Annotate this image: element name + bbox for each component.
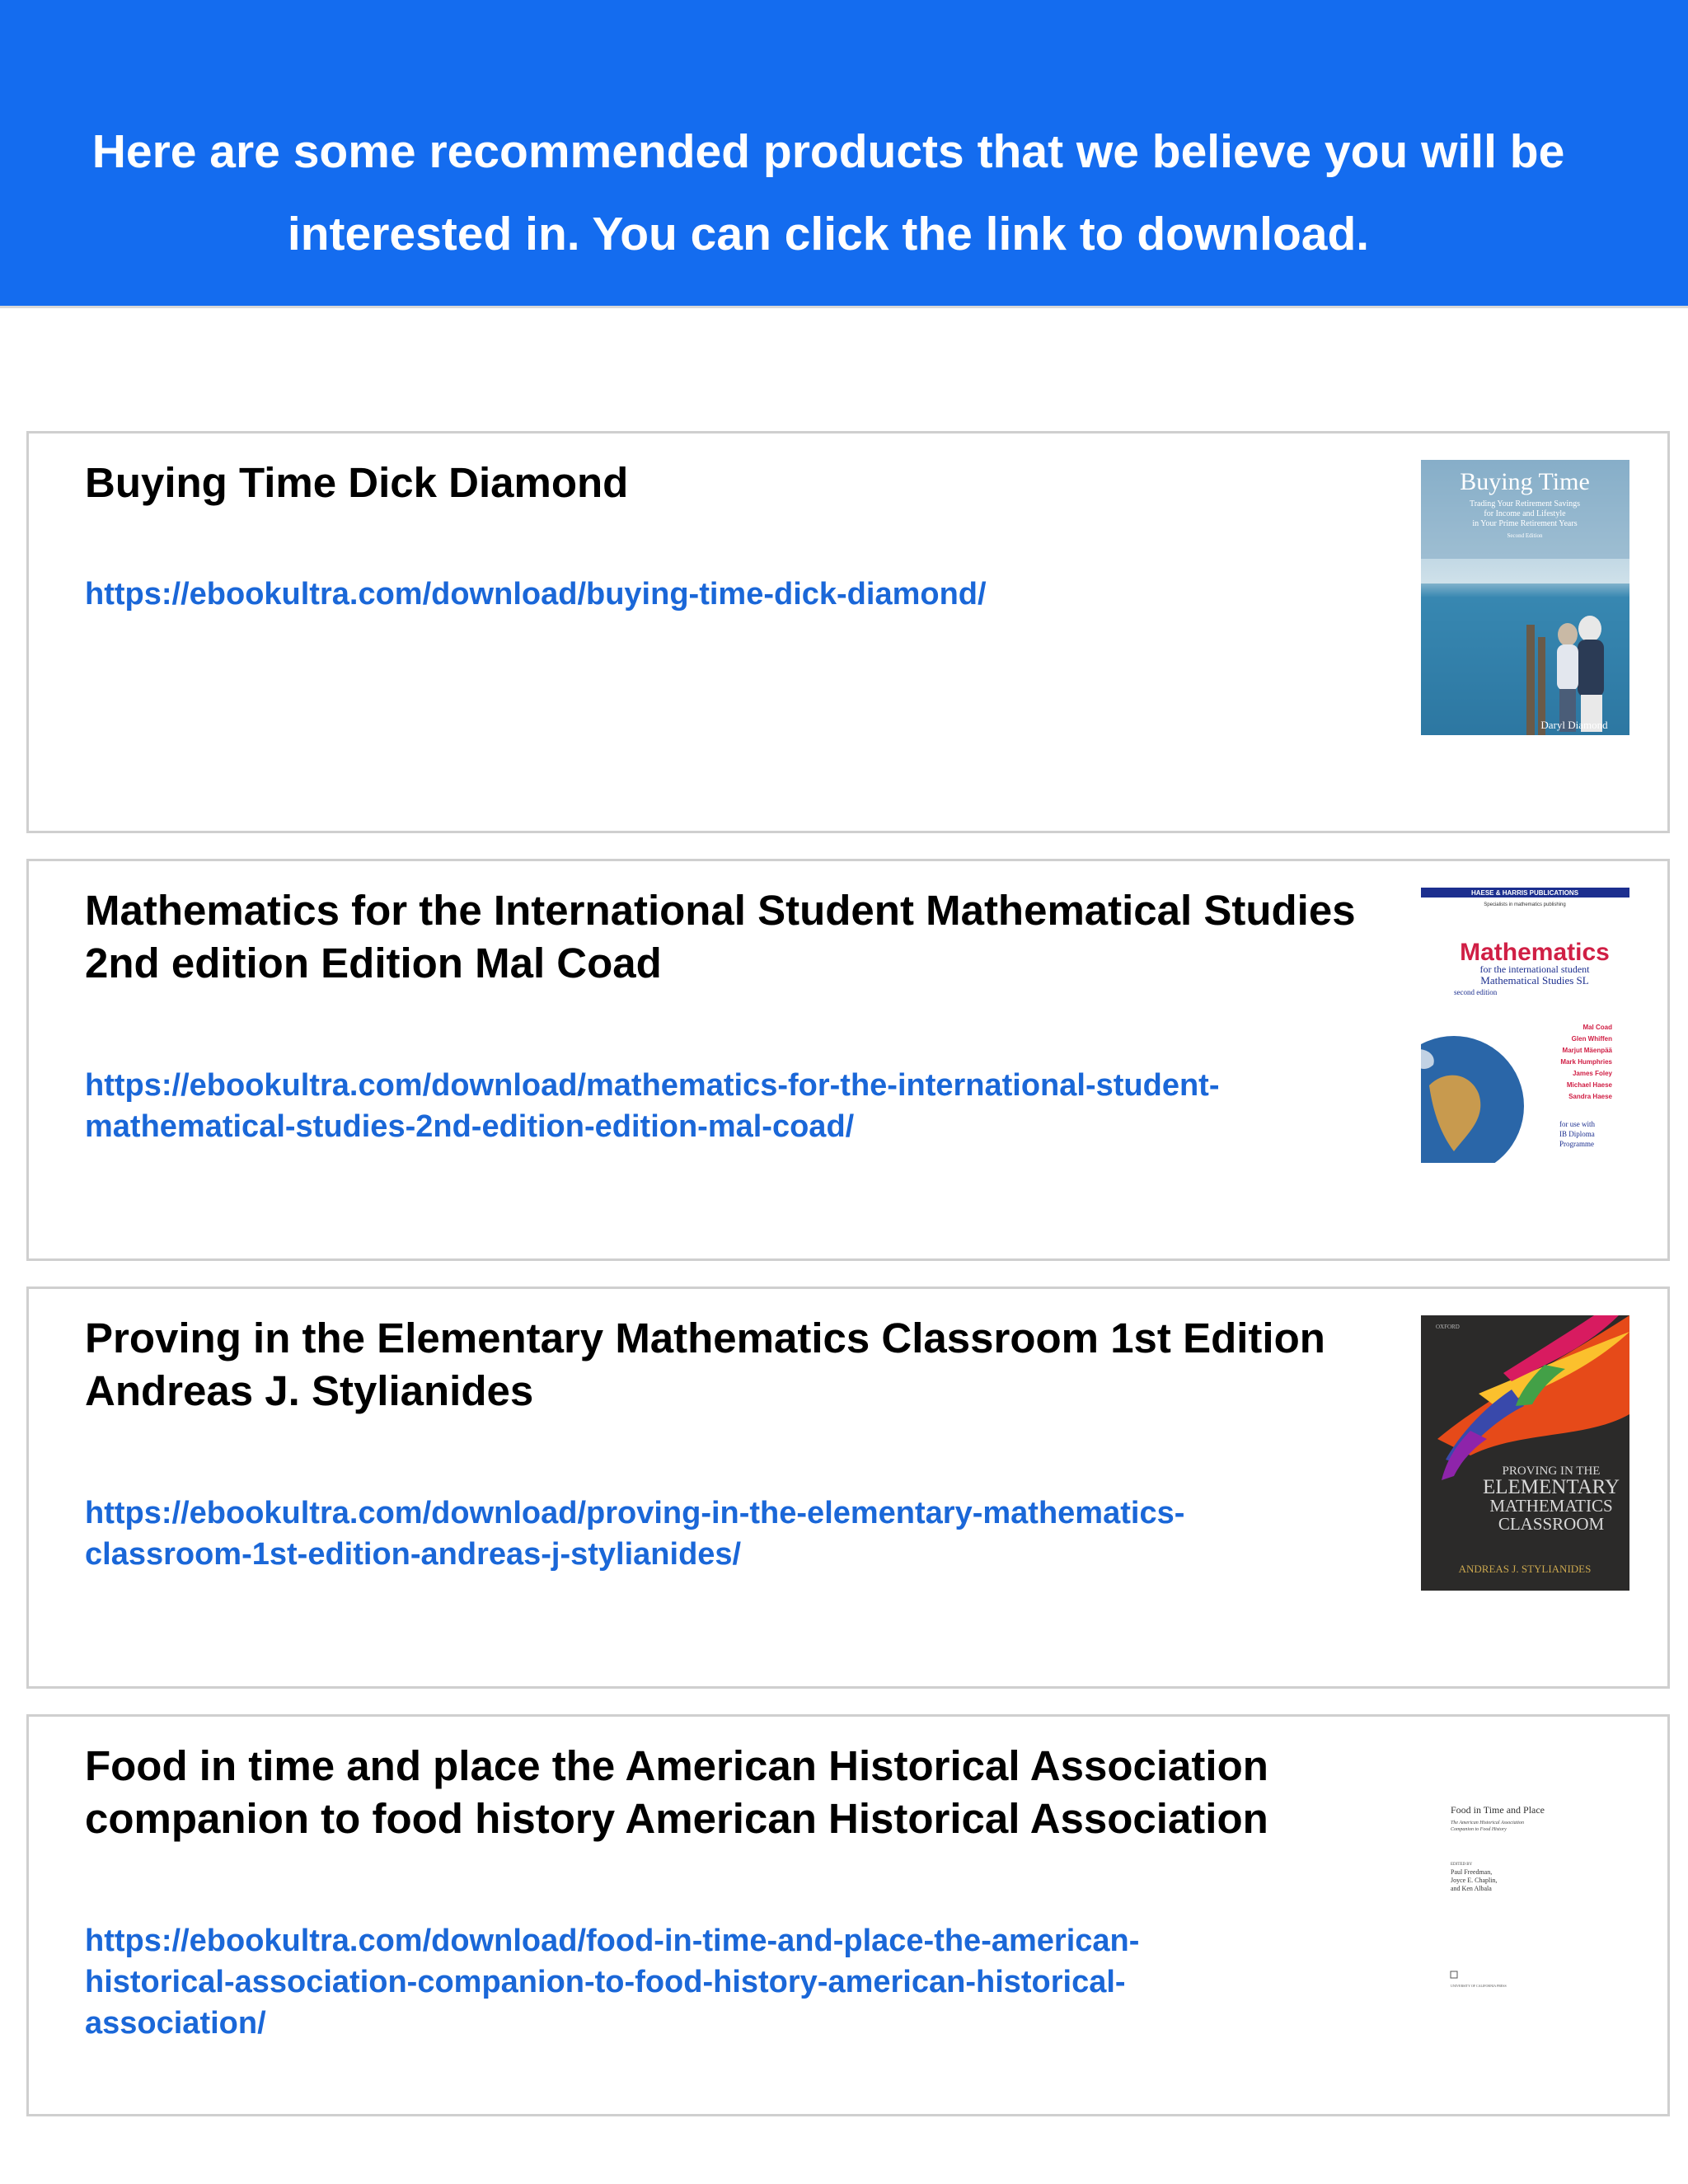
cover-edition: Second Edition (1507, 532, 1543, 539)
product-card-3 (26, 1286, 1670, 1689)
book-cover-image[interactable] (1421, 460, 1629, 735)
cover-author: ANDREAS J. STYLIANIDES (1458, 1563, 1592, 1575)
cover-author-7: Sandra Haese (1568, 1093, 1612, 1100)
food-cover (1421, 1743, 1629, 2018)
cover-subtitle-2: Mathematical Studies SL (1480, 974, 1589, 987)
cover-publisher: HAESE & HARRIS PUBLICATIONS (1470, 889, 1579, 897)
product-title: Mathematics for the International Student Mathematical Studies 2nd edition Edition Mal Coad (85, 887, 1356, 987)
cover-title-1: PROVING IN THE (1502, 1465, 1601, 1478)
book-cover-image[interactable] (1421, 888, 1629, 1163)
cover-editor-3: and Ken Albala (1451, 1885, 1492, 1892)
cover-title-2: ELEMENTARY (1482, 1476, 1620, 1498)
download-link[interactable]: https://ebookultra.com/download/mathematics-for-the-international-student-mathematical-studies-2nd-edition-edition-mal-coad/ (85, 1068, 1220, 1144)
product-card-1 (26, 431, 1670, 833)
cover-author-5: James Foley (1572, 1070, 1612, 1077)
cover-title-4: CLASSROOM (1498, 1514, 1605, 1534)
cover-press: UNIVERSITY OF CALIFORNIA PRESS (1451, 1984, 1507, 1988)
cover-author-1: Mal Coad (1582, 1024, 1612, 1031)
cover-edited-by: EDITED BY (1451, 1863, 1473, 1867)
product-card-2 (26, 859, 1670, 1261)
cover-subtitle-2: Companion to Food History (1451, 1827, 1507, 1832)
cover-usage-3: Programme (1559, 1140, 1594, 1148)
download-link[interactable]: https://ebookultra.com/download/proving-in-the-elementary-mathematics-classroom-1st-edition-andreas-j-stylianides/ (85, 1496, 1185, 1572)
cover-author: Daryl Diamond (1540, 719, 1608, 731)
product-card-4 (26, 1714, 1670, 2116)
buying-time-cover (1421, 460, 1629, 735)
download-link[interactable]: https://ebookultra.com/download/food-in-time-and-place-the-american-historical-association-companion-to-food-history-american-historical-association/ (85, 1924, 1140, 2041)
cover-subtitle-1: Trading Your Retirement Savings (1469, 499, 1581, 509)
cover-edition: second edition (1454, 988, 1498, 996)
proving-cover (1421, 1315, 1629, 1591)
cover-usage-1: for use with (1559, 1120, 1595, 1128)
cover-title: Buying Time (1460, 468, 1590, 495)
cover-subtitle-2: for Income and Lifestyle (1484, 509, 1566, 518)
cover-subtitle-3: in Your Prime Retirement Years (1472, 519, 1578, 528)
product-title: Buying Time Dick Diamond (85, 459, 629, 506)
cover-tagline: Specialists in mathematics publishing (1484, 902, 1566, 907)
cover-author-3: Marjut Mäenpää (1562, 1047, 1612, 1054)
cover-title-3: MATHEMATICS (1489, 1496, 1613, 1516)
cover-title: Mathematics (1460, 939, 1610, 966)
download-link[interactable]: https://ebookultra.com/download/buying-time-dick-diamond/ (85, 577, 987, 612)
cover-editor-2: Joyce E. Chaplin, (1451, 1877, 1498, 1884)
book-cover-image[interactable] (1421, 1315, 1629, 1591)
cover-author-6: Michael Haese (1566, 1081, 1612, 1089)
mathematics-cover (1421, 888, 1629, 1163)
product-title: Food in time and place the American Historical Association companion to food history American Historical Association (85, 1742, 1268, 1842)
cover-author-4: Mark Humphries (1560, 1058, 1612, 1066)
cover-publisher: OXFORD (1436, 1324, 1460, 1330)
cover-usage-2: IB Diploma (1559, 1130, 1595, 1138)
cover-subtitle-1: The American Historical Association (1451, 1821, 1524, 1825)
product-title: Proving in the Elementary Mathematics Classroom 1st Edition Andreas J. Stylianides (85, 1315, 1325, 1414)
banner-text: Here are some recommended products that we believe you will be interested in. You can click the link to download. (91, 125, 1565, 260)
cover-title: Food in Time and Place (1451, 1804, 1545, 1816)
header-banner (0, 0, 1688, 308)
cover-editor-1: Paul Freedman, (1451, 1868, 1493, 1876)
book-cover-image[interactable] (1421, 1743, 1629, 2018)
cover-author-2: Glen Whiffen (1571, 1035, 1612, 1043)
cover-subtitle-1: for the international student (1479, 963, 1590, 975)
